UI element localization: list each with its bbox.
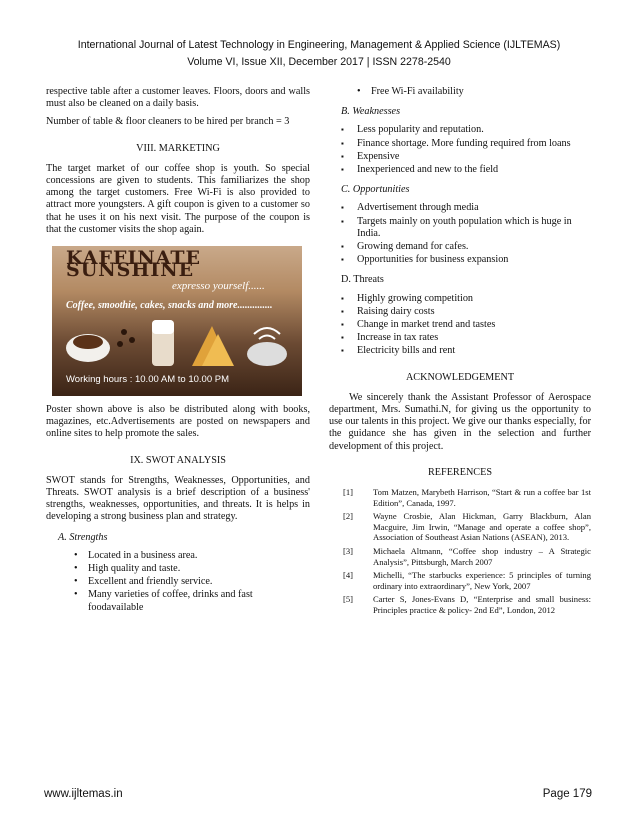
subsection-heading-threats: D. Threats [341, 274, 384, 286]
subsection-heading-opportunities: C. Opportunities [341, 184, 410, 196]
subsection-heading-strengths: A. Strengths [58, 531, 108, 543]
weaknesses-list [329, 124, 591, 176]
journal-issue: Volume VI, Issue XII, December 2017 | ISSN 2278-2540 [187, 56, 451, 68]
list-item: • Free Wi-Fi availability [329, 86, 591, 98]
references-list [343, 487, 591, 616]
threats-list [329, 293, 591, 358]
list-item: ▪ Advertisement through media [329, 202, 591, 214]
poster-tagline: expresso yourself...... [172, 280, 265, 293]
food-drinks-illustration [62, 312, 294, 372]
poster-hours: Working hours : 10.00 AM to 10.00 PM [66, 374, 229, 386]
list-item: ▪ Raising dairy costs [329, 306, 591, 318]
list-item: ▪ Highly growing competition [329, 293, 591, 305]
section-heading-acknowledgement: ACKNOWLEDGEMENT [405, 371, 515, 383]
left-column [46, 86, 310, 618]
reference-item: [4] Michelli, “The starbucks experience: 5 principles of turning ordinary into extraordinary”, New York, 2007 [343, 570, 591, 591]
poster-items: Coffee, smoothie, cakes, snacks and more.............. [66, 300, 273, 312]
list-item: ▪ Growing demand for cafes. [329, 241, 591, 253]
list-item: • High quality and taste. [46, 563, 310, 575]
list-item: ▪ Increase in tax rates [329, 332, 591, 344]
list-item: ▪ Finance shortage. More funding required from loans [329, 138, 591, 150]
section-heading-references: REFERENCES [428, 466, 492, 478]
list-item: • Many varieties of coffee, drinks and fast foodavailable [46, 589, 310, 613]
strengths-list-continued [329, 86, 591, 98]
paragraph: Poster shown above is also be distributed along with books, magazines, etc.Advertisements are posted on newspapers and online sites to help promote the sales. [46, 404, 310, 440]
list-item: ▪ Change in market trend and tastes [329, 319, 591, 331]
journal-title: International Journal of Latest Technology in Engineering, Management & Applied Science (IJLTEMAS) [77, 39, 561, 51]
subsection-heading-weaknesses: B. Weaknesses [341, 106, 401, 118]
paragraph: SWOT stands for Strengths, Weaknesses, Opportunities, and Threats. SWOT analysis is a brief description of a business' strengths, weaknesses, opportunities, and threats. It is helps in developing a strong business plan and strategy. [46, 474, 310, 523]
paragraph: respective table after a customer leaves. Floors, doors and walls must also be cleaned on a daily basis. [46, 86, 310, 110]
reference-item: [3] Michaela Altmann, “Coffee shop industry – A Strategic Analysis”, Pittsburgh, March 2007 [343, 546, 591, 567]
section-heading-swot: IX. SWOT ANALYSIS [130, 454, 226, 466]
list-item: ▪ Targets mainly on youth population which is huge in India. [329, 216, 591, 240]
paragraph: The target market of our coffee shop is youth. So special concessions are given to students. This familiarizes the shop among the target customers. Free Wi-Fi is also provided to attract more youngsters. A gift coupon is given to a customer so that he uses it on his next visit. The purpose of the coupon is that the customer visits the shop again. [46, 162, 310, 235]
footer-page-number: Page 179 [542, 788, 592, 800]
right-column [329, 86, 591, 619]
list-item: • Excellent and friendly service. [46, 576, 310, 588]
list-item: ▪ Electricity bills and rent [329, 345, 591, 357]
poster-image [52, 246, 302, 396]
strengths-list [46, 550, 310, 614]
section-heading-marketing: VIII. MARKETING [136, 142, 220, 154]
opportunities-list [329, 202, 591, 266]
paragraph: We sincerely thank the Assistant Professor of Aerospace department, Mrs. Sumathi.N, for giving us the opportunity to use our talents in this project. We give our thanks especially, for the guidance she has given in the selection and further development of this project. [329, 391, 591, 452]
poster-title: KAFFINATE SUNSHINE [66, 247, 202, 282]
list-item: ▪ Inexperienced and new to the field [329, 164, 591, 176]
reference-item: [1] Tom Matzen, Marybeth Harrison, “Start & run a coffee bar 1st Edition”, Canada, 1997. [343, 487, 591, 508]
footer-website: www.ijltemas.in [44, 788, 123, 800]
list-item: ▪ Less popularity and reputation. [329, 124, 591, 136]
reference-item: [2] Wayne Crosbie, Alan Hickman, Garry Blackburn, Alan Macguire, Jim Irwin, “Manage and operate a coffee shop”, Association of Southeast Asian Nations (ASEAN), 2013. [343, 511, 591, 543]
list-item: • Located in a business area. [46, 550, 310, 562]
reference-item: [5] Carter S, Jones-Evans D, “Enterprise and small business: Principles practice & policy- 2nd Ed”, London, 2012 [343, 594, 591, 616]
paragraph: Number of table & floor cleaners to be hired per branch = 3 [46, 116, 290, 128]
list-item: ▪ Opportunities for business expansion [329, 254, 591, 266]
list-item: ▪ Expensive [329, 151, 591, 163]
